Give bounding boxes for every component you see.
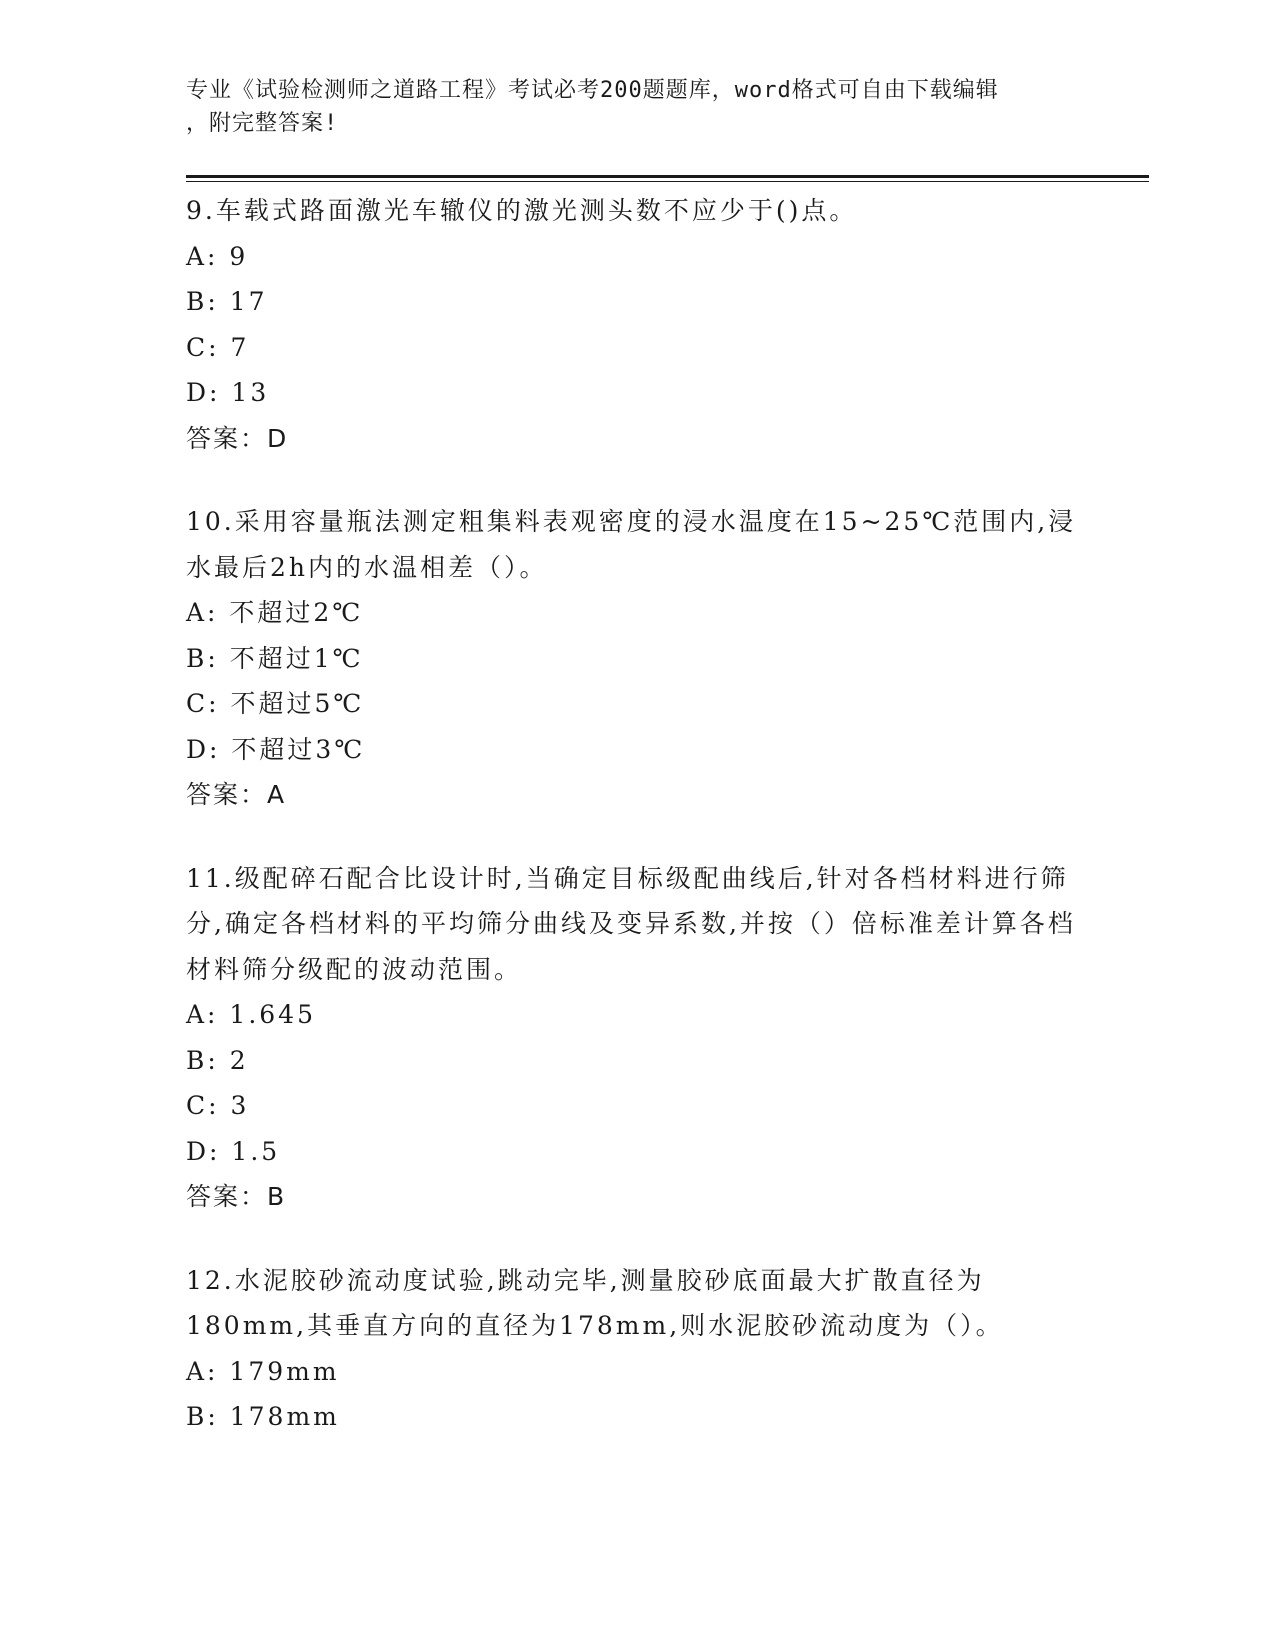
- option-b: B: 2: [186, 1045, 249, 1075]
- option-a: A: 179mm: [186, 1356, 340, 1386]
- header-title-continuation: ，附完整答案!: [186, 111, 339, 136]
- option-a: A: 不超过2℃: [186, 598, 364, 627]
- question-12: [186, 1258, 1086, 1440]
- question-stem: 10.采用容量瓶法测定粗集料表观密度的浸水温度在15~25℃范围内,浸水最后2h内的水温相差（）。: [186, 507, 1077, 582]
- question-stem: 9.车载式路面激光车辙仪的激光测头数不应少于()点。: [186, 196, 858, 225]
- answer-label: 答案：D: [186, 423, 289, 453]
- header-divider-thick: [186, 175, 1149, 178]
- document-header: [186, 74, 1086, 140]
- option-b: B: 178mm: [186, 1402, 340, 1431]
- question-stem: 11.级配碎石配合比设计时,当确定目标级配曲线后,针对各档材料进行筛分,确定各档材料的平均筛分曲线及变异系数,并按（）倍标准差计算各档材料筛分级配的波动范围。: [186, 863, 1076, 984]
- question-10: [186, 499, 1086, 818]
- question-11: [186, 856, 1086, 1220]
- option-a: A: 1.645: [186, 1000, 316, 1029]
- option-a: A: 9: [186, 241, 249, 271]
- header-title-line: 专业《试验检测师之道路工程》考试必考200题题库，word格式可自由下载编辑: [186, 78, 999, 103]
- question-list: [186, 188, 1086, 1478]
- option-c: C: 不超过5℃: [186, 689, 365, 718]
- option-d: D: 不超过3℃: [186, 734, 366, 764]
- option-d: D: 1.5: [186, 1136, 281, 1166]
- option-c: C: 3: [186, 1091, 250, 1120]
- option-c: C: 7: [186, 332, 250, 362]
- option-b: B: 不超过1℃: [186, 643, 364, 673]
- option-b: B: 17: [186, 287, 268, 316]
- header-divider-thin: [186, 181, 1149, 182]
- option-d: D: 13: [186, 378, 270, 407]
- question-stem: 12.水泥胶砂流动度试验,跳动完毕,测量胶砂底面最大扩散直径为180mm,其垂直方向的直径为178mm,则水泥胶砂流动度为（）。: [186, 1265, 1004, 1340]
- answer-label: 答案：B: [186, 1182, 287, 1211]
- answer-label: 答案：A: [186, 780, 287, 809]
- question-9: [186, 188, 1086, 461]
